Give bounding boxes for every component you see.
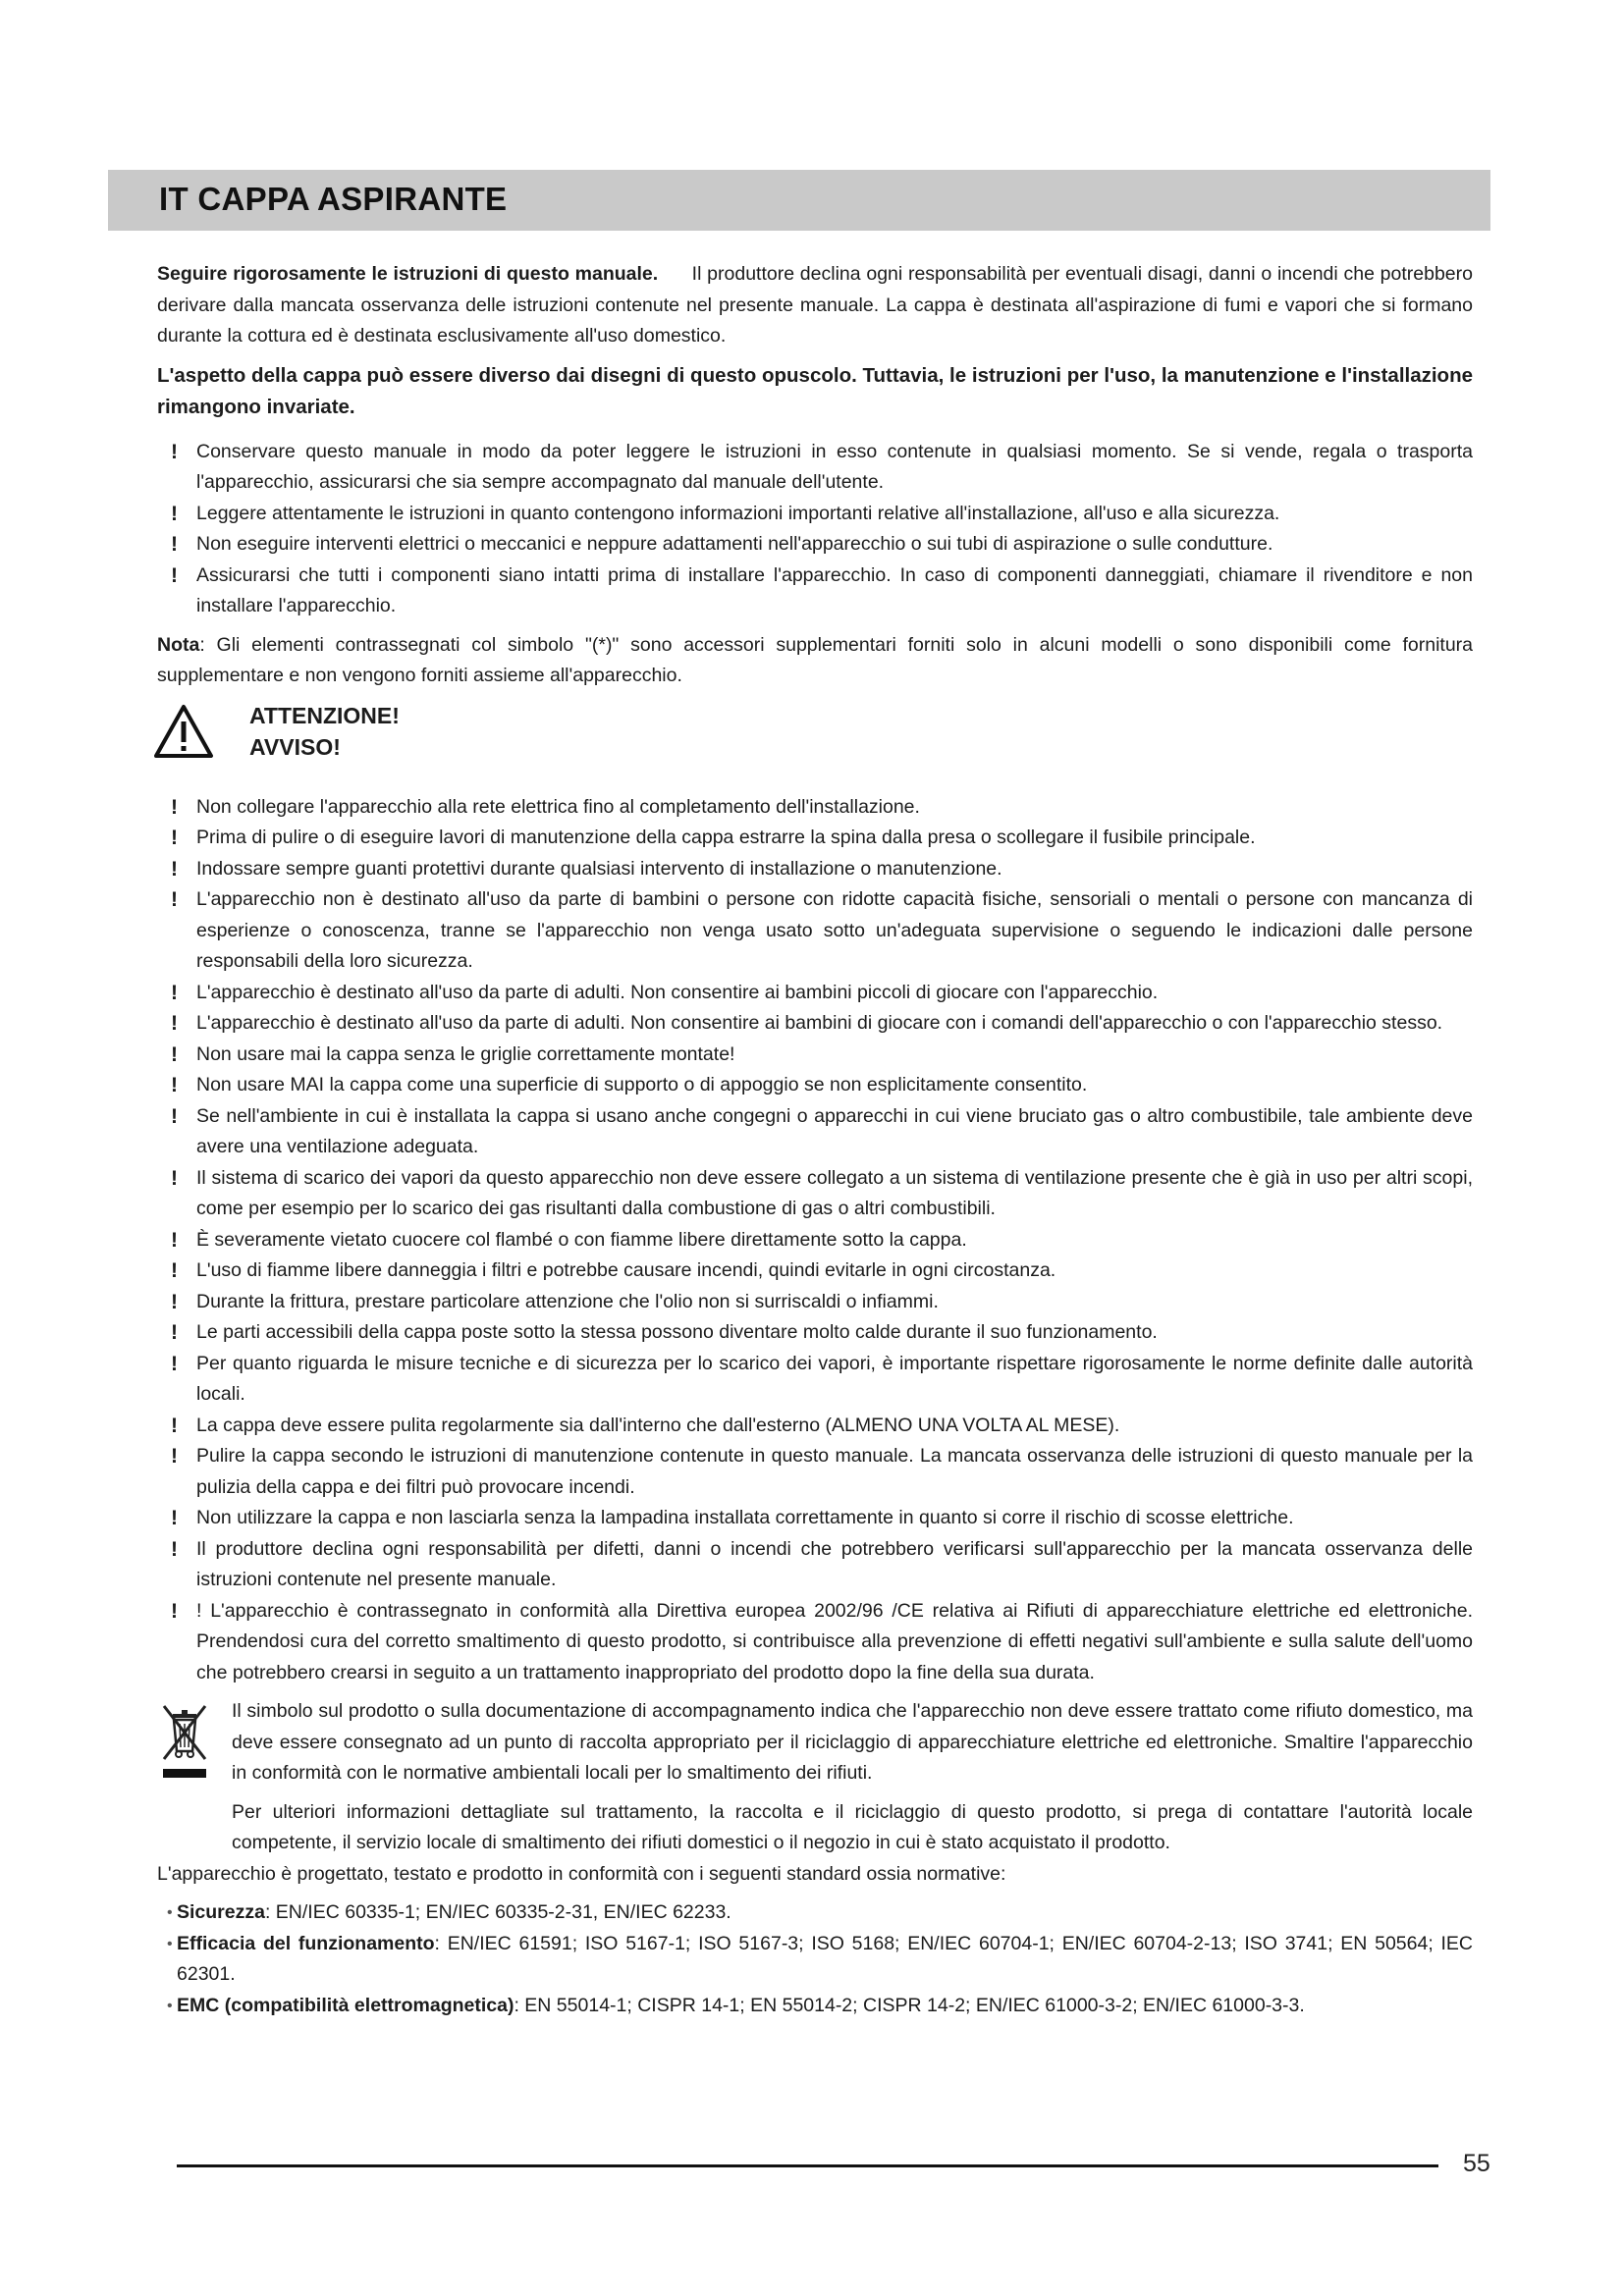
exclamation-icon: ! [171, 1012, 178, 1035]
list-item: ! La cappa deve essere pulita regolarmente sia dall'interno che dall'esterno (ALMENO UNA VOLTA AL MESE). [157, 1411, 1473, 1442]
exclamation-icon: ! [171, 1074, 178, 1096]
section-header [108, 170, 1490, 231]
list-item: ! Non utilizzare la cappa e non lasciarla senza la lampadina installata correttamente in quanto si corre il rischio di scosse elettriche. [157, 1503, 1473, 1534]
exclamation-icon: ! [171, 1104, 178, 1128]
warning-bullet-list [157, 792, 1473, 1689]
exclamation-icon: ! [171, 827, 178, 849]
appearance-note: L'aspetto della cappa può essere diverso dai disegni di questo opuscolo. Tuttavia, le istruzioni per l'uso, la manutenzione e l'installazione rimangono invariate. [157, 363, 1473, 418]
weee-section [157, 1696, 1473, 1859]
page-title: IT CAPPA ASPIRANTE [159, 181, 508, 217]
exclamation-icon: ! [171, 1290, 178, 1313]
list-item: ! Pulire la cappa secondo le istruzioni di manutenzione contenute in questo manuale. La mancata osservanza delle istruzioni di questo manuale per la pulizia della cappa e dei filtri può provocare incendi. [157, 1441, 1473, 1503]
list-item: ! L'apparecchio è destinato all'uso da parte di adulti. Non consentire ai bambini piccoli di giocare con l'apparecchio. [157, 978, 1473, 1009]
intro-paragraph [157, 259, 1473, 352]
list-item: ! L'uso di fiamme libere danneggia i filtri e potrebbe causare incendi, quindi evitarle in ogni circostanza. [157, 1255, 1473, 1287]
exclamation-icon: ! [171, 1599, 178, 1623]
warning-title: ATTENZIONE! [249, 702, 400, 728]
warning-heading [157, 698, 1473, 792]
exclamation-icon: ! [171, 1352, 178, 1375]
list-item: ! Durante la frittura, prestare particolare attenzione che l'olio non si surriscaldi o infiammi. [157, 1287, 1473, 1318]
standards-intro: L'apparecchio è progettato, testato e prodotto in conformità con i seguenti standard ossia normative: [157, 1862, 1006, 1885]
page-number: 55 [1463, 2150, 1490, 2177]
exclamation-icon: ! [171, 1445, 178, 1468]
exclamation-icon: ! [171, 1259, 178, 1282]
bullet-dot-icon: • [167, 1935, 173, 1952]
list-item: ! Leggere attentamente le istruzioni in quanto contengono informazioni importanti relative all'installazione, all'uso e alla sicurezza. [157, 499, 1473, 530]
list-item: ! Non usare mai la cappa senza le griglie correttamente montate! [157, 1040, 1473, 1071]
bullet-dot-icon: • [167, 1904, 173, 1921]
list-item: ! Non usare MAI la cappa come una superficie di supporto o di appoggio se non esplicitamente consentito. [157, 1070, 1473, 1101]
list-item: • Sicurezza: EN/IEC 60335-1; EN/IEC 60335-2-31, EN/IEC 62233. [157, 1897, 1473, 1929]
footer-divider [177, 2164, 1438, 2167]
list-item: ! Se nell'ambiente in cui è installata la cappa si usano anche congegni o apparecchi in cui viene bruciato gas o altro combustibile, tale ambiente deve avere una ventilazione adeguata. [157, 1101, 1473, 1163]
exclamation-icon: ! [171, 533, 178, 556]
intro-text: Il produttore declina ogni responsabilità per eventuali disagi, danni o incendi che potrebbero derivare dalla mancata osservanza delle istruzioni contenute nel presente manuale. La cappa è destinata all'aspirazione di fumi e vapori che si formano durante la cottura ed è destinata esclusivamente all'uso domestico. [157, 263, 1473, 347]
list-item: ! L'apparecchio non è destinato all'uso da parte di bambini o persone con ridotte capacità fisiche, sensoriali o mentali o persone con mancanza di esperienze o conoscenza, tranne se l'apparecchio non venga usato sotto un'adeguata supervisione o seguendo le indicazioni dalle persone responsabili della loro sicurezza. [157, 884, 1473, 978]
list-item: ! Il sistema di scarico dei vapori da questo apparecchio non deve essere collegato a un sistema di ventilazione presente che è già in uso per altri scopi, come per esempio per lo scarico dei gas risultanti dalla combustione di gas o altri combustibili. [157, 1163, 1473, 1225]
list-item: ! Non collegare l'apparecchio alla rete elettrica fino al completamento dell'installazione. [157, 792, 1473, 824]
list-item: ! Conservare questo manuale in modo da poter leggere le istruzioni in esso contenute in qualsiasi momento. Se si vende, regala o trasporta l'apparecchio, assicurarsi che sia sempre accompagnato dal manuale dell'utente. [157, 437, 1473, 499]
exclamation-icon: ! [171, 1537, 178, 1561]
list-item: ! Prima di pulire o di eseguire lavori di manutenzione della cappa estrarre la spina dalla presa o scollegare il fusibile principale. [157, 823, 1473, 854]
exclamation-icon: ! [171, 1166, 178, 1190]
exclamation-icon: ! [171, 981, 178, 1004]
exclamation-icon: ! [171, 1507, 178, 1529]
exclamation-icon: ! [171, 1042, 178, 1066]
exclamation-icon: ! [171, 1321, 178, 1344]
list-item: ! È severamente vietato cuocere col flambé o con fiamme libere direttamente sotto la cappa. [157, 1225, 1473, 1256]
manual-content [157, 259, 1473, 2021]
exclamation-icon: ! [171, 857, 178, 881]
list-item: • Efficacia del funzionamento: EN/IEC 61591; ISO 5167-1; ISO 5167-3; ISO 5168; EN/IEC 60704-1; EN/IEC 60704-2-13; ISO 3741; EN 50564; IEC 62301. [157, 1929, 1473, 1991]
list-item: ! Le parti accessibili della cappa poste sotto la stessa possono diventare molto calde durante il suo funzionamento. [157, 1317, 1473, 1349]
exclamation-icon: ! [171, 1228, 178, 1252]
list-item: ! L'apparecchio è destinato all'uso da parte di adulti. Non consentire ai bambini di giocare con i comandi dell'apparecchio o con l'apparecchio stesso. [157, 1008, 1473, 1040]
crossed-bin-icon [159, 1702, 210, 1783]
list-item: • EMC (compatibilità elettromagnetica): EN 55014-1; CISPR 14-1; EN 55014-2; CISPR 14-2; EN/IEC 61000-3-2; EN/IEC 61000-3-3. [157, 1991, 1473, 2022]
note-label: Nota [157, 633, 200, 656]
list-item: ! Il produttore declina ogni responsabilità per difetti, danni o incendi che potrebbero verificarsi sull'apparecchio per la mancata osservanza delle istruzioni contenute nel presente manuale. [157, 1534, 1473, 1596]
weee-text-2: Per ulteriori informazioni dettagliate sul trattamento, la raccolta e il riciclaggio di questo prodotto, si prega di contattare l'autorità locale competente, il servizio locale di smaltimento dei rifiuti domestici o il negozio in cui è stato acquistato il prodotto. [232, 1800, 1473, 1853]
list-item: ! ! L'apparecchio è contrassegnato in conformità alla Direttiva europea 2002/96 /CE relativa ai Rifiuti di apparecchiature elettriche ed elettroniche. Prendendosi cura del corretto smaltimento di questo prodotto, si contribuisce alla prevenzione di effetti negativi sull'ambiente e sulla salute dell'uomo che potrebbero crearsi in seguito a un trattamento inappropriato del prodotto dopo la fine della sua durata. [157, 1596, 1473, 1689]
exclamation-icon: ! [171, 440, 178, 463]
intro-bold-lead: Seguire rigorosamente le istruzioni di questo manuale. [157, 263, 659, 285]
exclamation-icon: ! [171, 795, 178, 819]
warning-triangle-icon [153, 704, 214, 759]
note-paragraph [157, 630, 1473, 692]
exclamation-icon: ! [171, 888, 178, 911]
standards-list [157, 1897, 1473, 2021]
exclamation-icon: ! [171, 1414, 178, 1437]
exclamation-icon: ! [171, 502, 178, 525]
bullet-dot-icon: • [167, 1997, 173, 2014]
list-item: ! Assicurarsi che tutti i componenti siano intatti prima di installare l'apparecchio. In caso di componenti danneggiati, chiamare il rivenditore e non installare l'apparecchio. [157, 561, 1473, 622]
list-item: ! Per quanto riguarda le misure tecniche e di sicurezza per lo scarico dei vapori, è importante rispettare rigorosamente le norme definite dalle autorità locali. [157, 1349, 1473, 1411]
list-item: ! Indossare sempre guanti protettivi durante qualsiasi intervento di installazione o manutenzione. [157, 854, 1473, 885]
exclamation-icon: ! [171, 563, 178, 587]
note-text: : Gli elementi contrassegnati col simbolo "(*)" sono accessori supplementari forniti solo in alcuni modelli o sono disponibili come fornitura supplementare e non vengono forniti assieme all'apparecchio. [157, 633, 1473, 686]
general-bullet-list [157, 437, 1473, 622]
warning-subtitle: AVVISO! [249, 733, 341, 760]
weee-text-1: Il simbolo sul prodotto o sulla documentazione di accompagnamento indica che l'apparecchio non deve essere trattato come rifiuto domestico, ma deve essere consegnato ad un punto di raccolta appropriato per il riciclaggio di apparecchiature elettriche ed elettroniche. Smaltire l'apparecchio in conformità con le normative ambientali locali per lo smaltimento dei rifiuti. [232, 1700, 1473, 1784]
list-item: ! Non eseguire interventi elettrici o meccanici e neppure adattamenti nell'apparecchio o sui tubi di aspirazione o sulle condutture. [157, 529, 1473, 561]
